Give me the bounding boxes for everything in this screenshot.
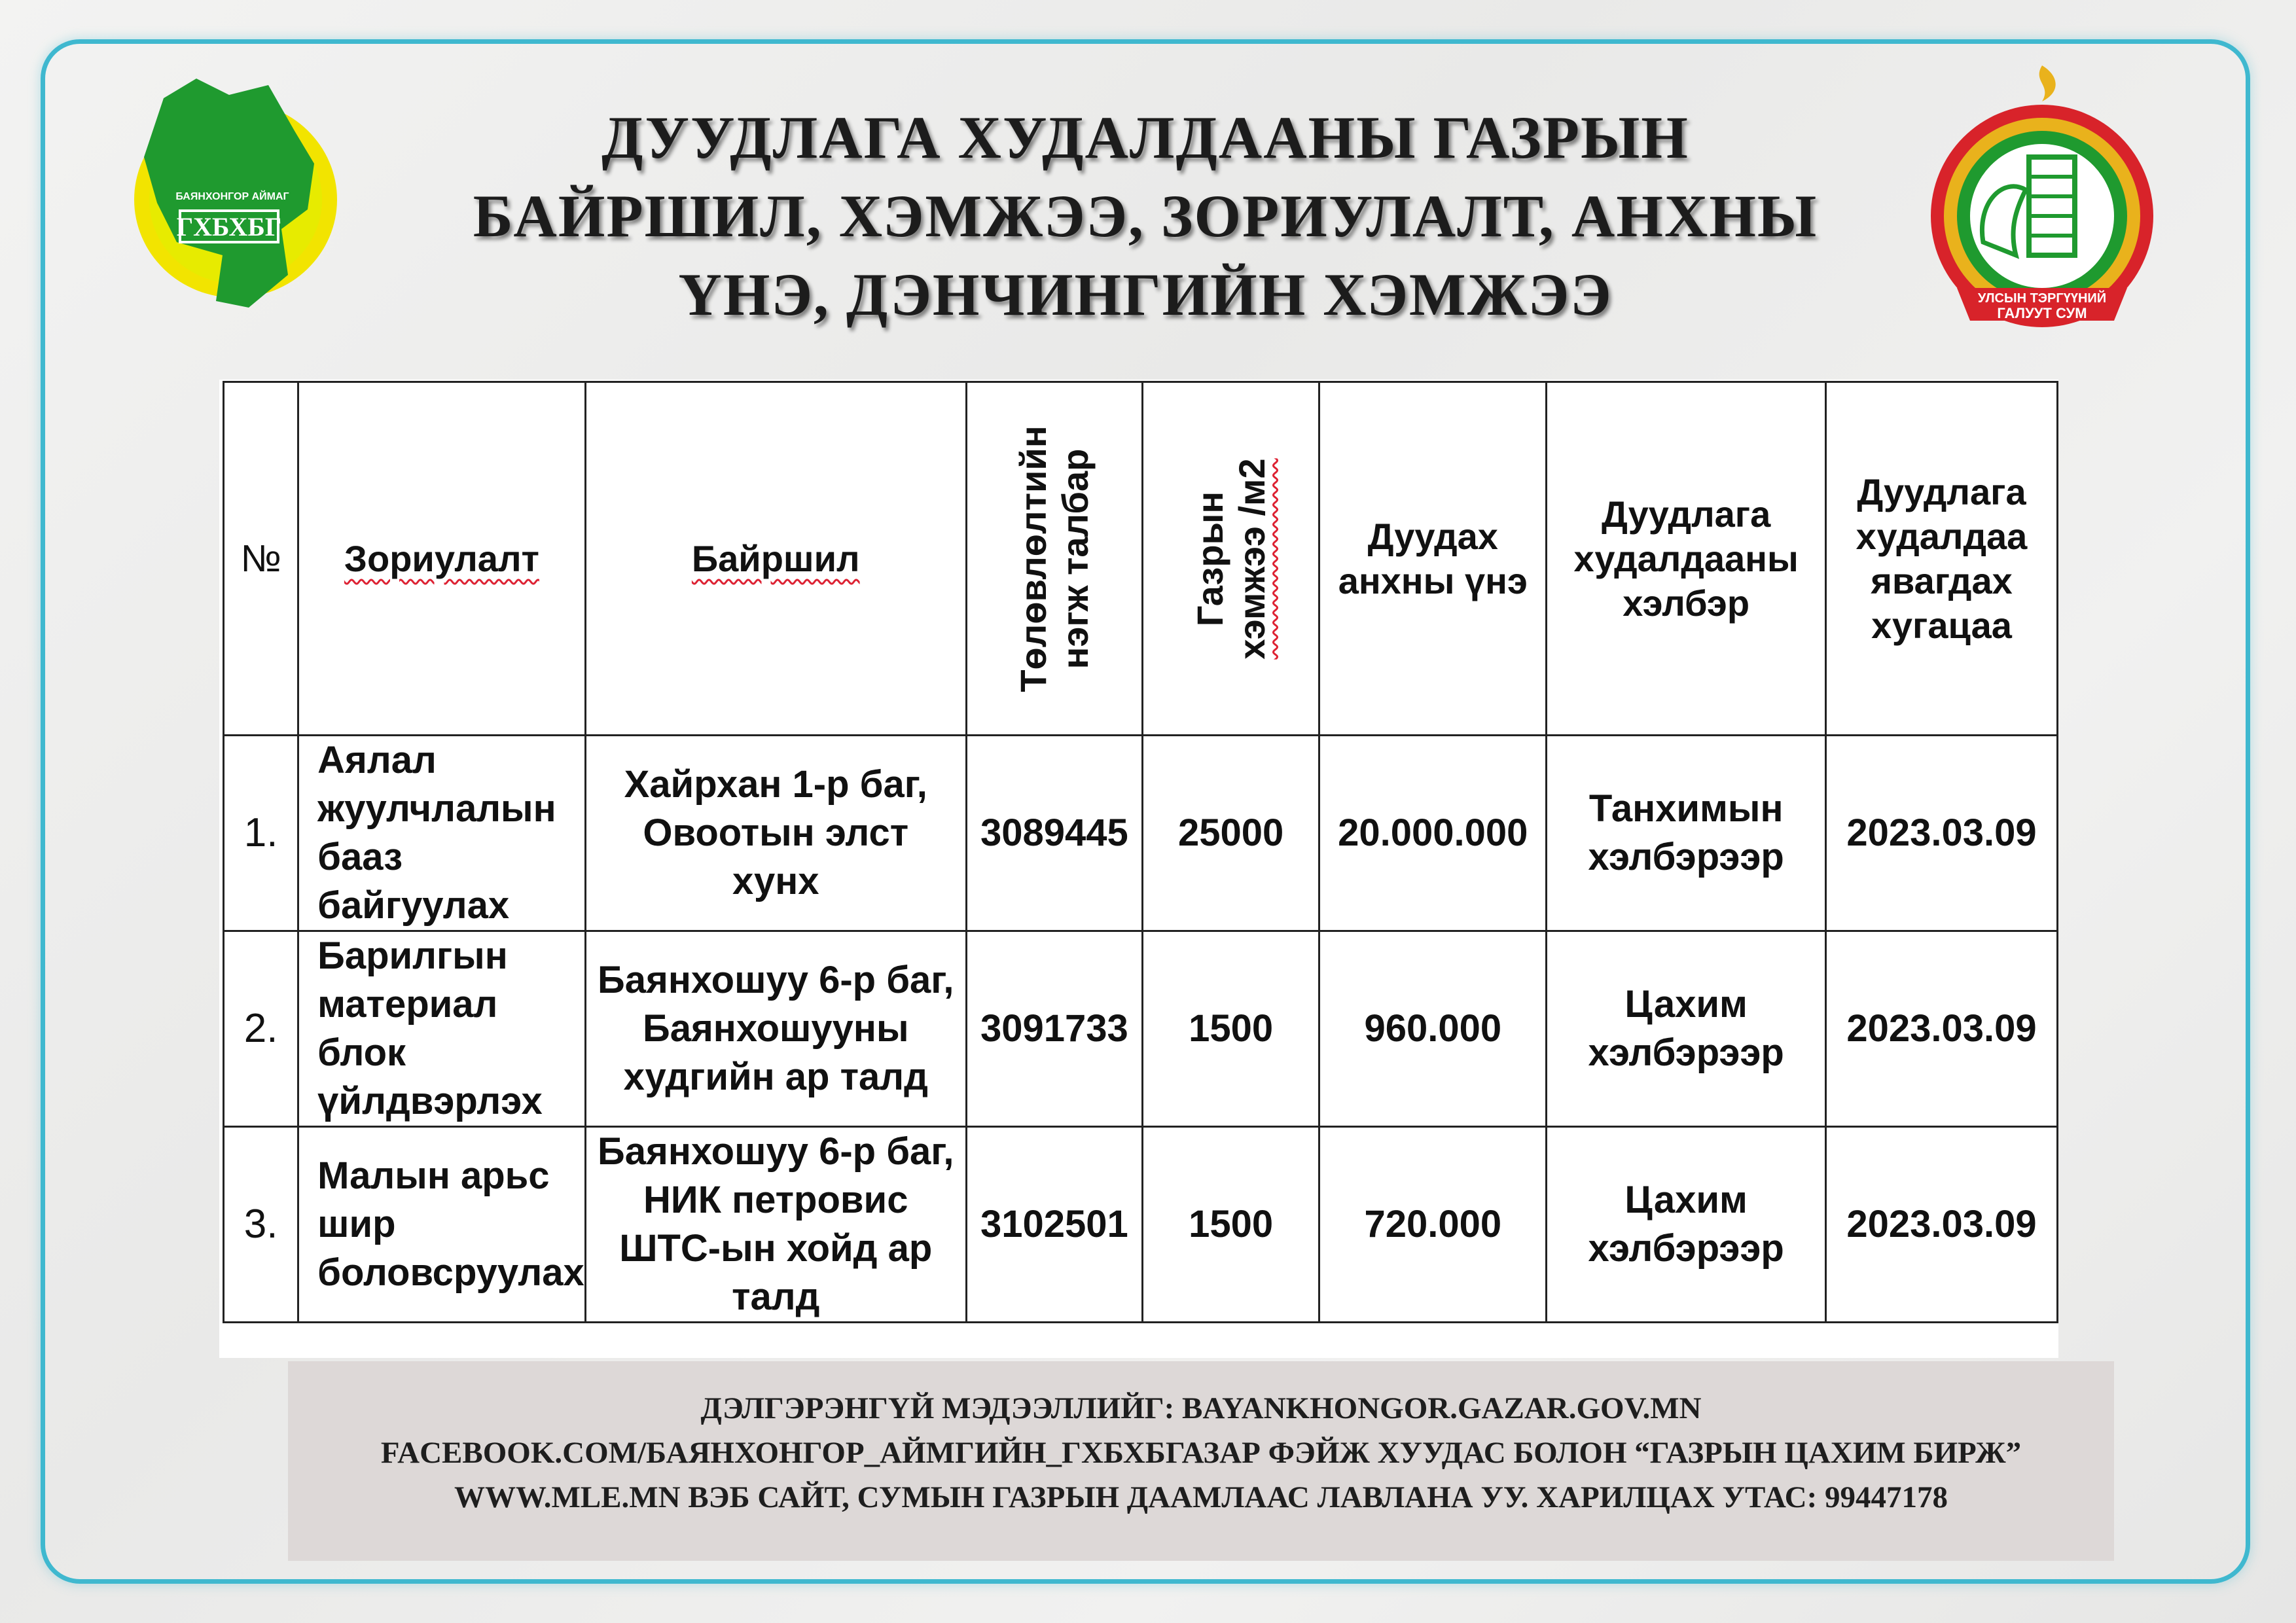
table-row [224, 736, 2058, 931]
footer-line-3: WWW.MLE.MN ВЭБ САЙТ, СУМЫН ГАЗРЫН ДААМЛААС ЛАВЛАНА УУ. ХАРИЛЦАХ УТАС: 99447178 [454, 1480, 1948, 1514]
row-location: Баянхошуу 6-р баг, Баянхошууны худгийн ар талд [585, 931, 966, 1127]
table-row [224, 1127, 2058, 1323]
row-number: 1. [224, 736, 298, 931]
row-location: Баянхошуу 6-р баг, НИК петровис ШТС-ын хойд ар талд [585, 1127, 966, 1323]
footer-line-1: ДЭЛГЭРЭНГҮЙ МЭДЭЭЛЛИЙГ: BAYANKHONGOR.GAZAR.GOV.MN [700, 1391, 1702, 1425]
contact-footer [288, 1361, 2114, 1561]
row-unit-area: 3102501 [966, 1127, 1142, 1323]
logo-left-main-text: ГХБХБГ [176, 212, 282, 241]
row-land-size: 25000 [1143, 736, 1319, 931]
row-location: Хайрхан 1-р баг, Овоотын элст хунх [585, 736, 966, 931]
header-land-size: Газрын хэмжээ /м2 [1143, 382, 1319, 736]
seal-main-text: ГАЛУУТ СУМ [1997, 305, 2087, 321]
galuut-sum-seal [1911, 59, 2173, 334]
table-row [224, 931, 2058, 1127]
seal-top-text: УЛСЫН ТЭРГҮҮНИЙ [1977, 291, 2107, 306]
gkhbkhbg-logo [118, 59, 340, 321]
row-unit-area: 3091733 [966, 931, 1142, 1127]
row-purpose: Барилгын материал блок үйлдвэрлэх [298, 931, 586, 1127]
row-purpose: Малын арьс шир боловсруулах [298, 1127, 586, 1323]
row-land-size: 1500 [1143, 931, 1319, 1127]
page-title [340, 98, 1950, 334]
row-unit-area: 3089445 [966, 736, 1142, 931]
header-purpose: Зориулалт [298, 382, 586, 736]
header-auction-date: Дуудлага худалдаа явагдах хугацаа [1825, 382, 2057, 736]
row-auction-date: 2023.03.09 [1825, 931, 2057, 1127]
title-line-1: ДУУДЛАГА ХУДАЛДААНЫ ГАЗРЫН [601, 104, 1689, 171]
title-line-2: БАЙРШИЛ, ХЭМЖЭЭ, ЗОРИУЛАЛТ, АНХНЫ [473, 183, 1818, 249]
auction-table-panel [219, 380, 2058, 1358]
auction-table [223, 381, 2058, 1323]
footer-line-2: FACEBOOK.COM/БАЯНХОНГОР_АЙМГИЙН_ГХБХБГАЗАР ФЭЙЖ ХУУДАС БОЛОН “ГАЗРЫН ЦАХИМ БИРЖ” [380, 1436, 2022, 1470]
row-purpose: Аялал жуулчлалын бааз байгуулах [298, 736, 586, 931]
row-auction-form: Танхимын хэлбэрээр [1547, 736, 1826, 931]
row-start-price: 720.000 [1319, 1127, 1547, 1323]
header-num: № [224, 382, 298, 736]
title-line-3: ҮНЭ, ДЭНЧИНГИЙН ХЭМЖЭЭ [678, 261, 1613, 328]
row-auction-date: 2023.03.09 [1825, 736, 2057, 931]
row-auction-date: 2023.03.09 [1825, 1127, 2057, 1323]
logo-left-top-text: БАЯНХОНГОР АЙМАГ [175, 191, 289, 202]
row-number: 3. [224, 1127, 298, 1323]
row-auction-form: Цахим хэлбэрээр [1547, 931, 1826, 1127]
header-unit-area: Төлөвлөлтийн нэгж талбар [966, 382, 1142, 736]
row-number: 2. [224, 931, 298, 1127]
row-land-size: 1500 [1143, 1127, 1319, 1323]
header-start-price: Дуудах анхны үнэ [1319, 382, 1547, 736]
row-start-price: 960.000 [1319, 931, 1547, 1127]
header-location: Байршил [585, 382, 966, 736]
row-auction-form: Цахим хэлбэрээр [1547, 1127, 1826, 1323]
header-auction-form: Дуудлага худалдааны хэлбэр [1547, 382, 1826, 736]
row-start-price: 20.000.000 [1319, 736, 1547, 931]
header-row [224, 382, 2058, 736]
